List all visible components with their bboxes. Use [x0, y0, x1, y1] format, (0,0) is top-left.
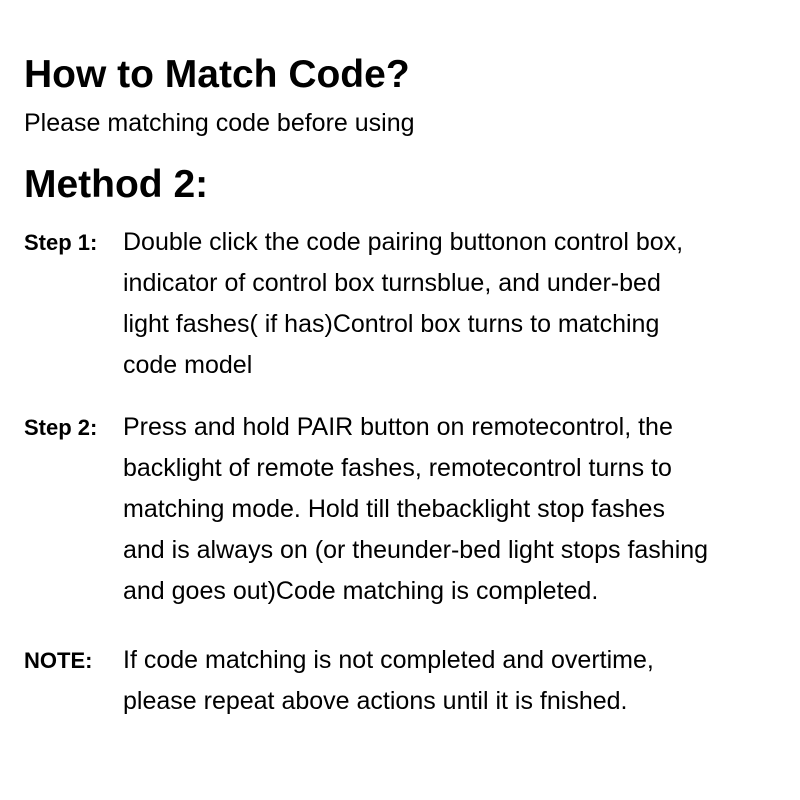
- step-1-line: code model: [123, 351, 253, 379]
- step-1-text: [123, 222, 783, 386]
- step-1-line: indicator of control box turnsblue, and under-bed: [123, 269, 661, 297]
- step-2-text: [123, 407, 783, 612]
- step-2-line: Press and hold PAIR button on remotecontrol, the: [123, 413, 673, 441]
- note-label: NOTE:: [24, 648, 93, 673]
- step-1-line: Double click the code pairing buttonon control box,: [123, 228, 684, 256]
- page-subtitle: Please matching code before using: [24, 109, 415, 137]
- page-title: How to Match Code?: [24, 53, 410, 96]
- step-2-label: Step 2:: [24, 415, 98, 440]
- step-2-line: matching mode. Hold till thebacklight stop fashes: [123, 495, 665, 523]
- step-2-line: and is always on (or theunder-bed light stops fashing: [123, 536, 709, 564]
- note-line: please repeat above actions until it is fnished.: [123, 687, 628, 715]
- note-text: [123, 640, 783, 722]
- method-title: Method 2:: [24, 163, 209, 206]
- step-1-line: light fashes( if has)Control box turns to matching: [123, 310, 660, 338]
- step-2-line: backlight of remote fashes, remotecontrol turns to: [123, 454, 672, 482]
- step-1-label: Step 1:: [24, 230, 98, 255]
- step-2-line: and goes out)Code matching is completed.: [123, 577, 599, 605]
- note-line: If code matching is not completed and overtime,: [123, 646, 654, 674]
